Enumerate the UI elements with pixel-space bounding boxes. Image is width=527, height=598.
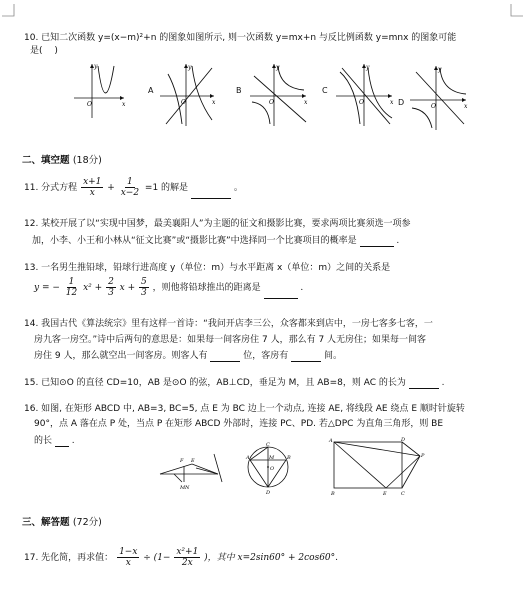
fig1-label-e: E [191, 458, 195, 464]
section-3-title: 三、解答题 [22, 517, 70, 528]
section-2-title: 二、填空题 [22, 155, 70, 166]
q11-rest: =1 的解是 [144, 183, 189, 193]
q13-end: . [300, 283, 304, 293]
q11-f2-numerator: 1 [127, 177, 133, 187]
q10-parabola-graph [72, 60, 128, 120]
q13-eq-lhs: y = − [34, 283, 60, 293]
q10-line1: 10. 已知二次函数 y=(x−m)²+n 的图象如图所示, 则一次函数 y=mx+n 与反比例函数 y=mnx 的图象可能 [24, 33, 457, 43]
svg-text:y: y [188, 64, 192, 71]
fig3-label-p: P [421, 453, 425, 459]
fig2-label-a: A [246, 455, 250, 461]
q17-f2-denominator: 2x [181, 558, 193, 568]
q17-prefix: 17. 先化简，再求值： [24, 553, 114, 563]
q16-figure-triangle [156, 446, 228, 492]
q17-line [24, 546, 338, 570]
q17-rest: )，其中 x=2sin60° + 2cos60°. [204, 553, 339, 563]
q13-f2-numerator: 2 [108, 277, 114, 287]
q13-fraction-3 [139, 277, 149, 298]
q17-div: ÷ (1− [143, 553, 171, 563]
q13-line1: 13. 一名男生推铅球，铅球行进高度 y（单位：m）与水平距离 x（单位：m）之间的关系是 [24, 263, 391, 273]
q15-answer-blank [409, 376, 439, 389]
q17-f1-numerator: 1−x [119, 547, 138, 557]
fig2-label-m: M [269, 455, 275, 461]
q13-f3-numerator: 5 [141, 277, 147, 287]
fig2-label-o: O [270, 466, 275, 472]
q11-prefix: 11. 分式方程 [24, 183, 78, 193]
fig3-label-e: E [383, 491, 387, 497]
q13-fraction-1 [64, 277, 79, 298]
svg-text:O: O [87, 101, 92, 108]
q15-end: . [441, 378, 445, 388]
q10-option-b-label: B [236, 86, 242, 95]
q10-option-a-graph [158, 62, 218, 128]
section-2-heading [22, 152, 102, 166]
svg-text:y: y [276, 64, 280, 71]
section-2-score: (18分) [72, 155, 102, 166]
q10-option-a-label: A [148, 86, 154, 95]
q11-f2-denominator: x−2 [120, 188, 140, 198]
q11-end: 。 [233, 183, 243, 193]
svg-text:x: x [122, 101, 126, 108]
svg-text:O: O [431, 103, 436, 110]
q12-end: . [396, 236, 400, 246]
page-corner-mark-left [2, 4, 16, 18]
svg-text:y: y [366, 64, 370, 71]
q13-term-2: x + [119, 283, 136, 293]
q10-line2: 是( ) [30, 46, 58, 56]
q11-line [24, 176, 243, 199]
q10-option-c-graph [334, 62, 396, 128]
fig1-label-f: F [180, 458, 184, 464]
q10-option-c-label: C [322, 86, 328, 95]
q16-figure-rectangle [328, 436, 430, 498]
fig3-label-b: B [331, 491, 335, 497]
q11-f1-numerator: x+1 [83, 177, 102, 187]
q11-fraction-2 [119, 177, 141, 198]
q13-f2-denominator: 3 [108, 288, 114, 298]
q12-line2-text: 加，小李、小王和小林从“征文比赛”或“摄影比赛”中选择同一个比赛项目的概率是 [32, 236, 357, 246]
section-3-heading [22, 514, 102, 528]
svg-text:x: x [390, 99, 394, 106]
q16-line2: 90°，点 A 落在点 P 处，当点 P 在矩形 ABCD 外部时，连接 PC、PD. 若△DPC 为直角三角形，则 BE [34, 419, 444, 429]
q13-term-1: x² + [83, 283, 103, 293]
svg-text:O: O [181, 99, 186, 106]
q16-answer-blank [55, 434, 69, 447]
q14-line1: 14. 我国古代《算法统宗》里有这样一首诗：“我问开店李三公，众客都来到店中，一房七客多七客，一 [24, 319, 433, 329]
q17-f2-numerator: x²+1 [176, 547, 199, 557]
q14-guests-blank [210, 349, 240, 362]
q16-line3-text: 的长 [34, 436, 53, 446]
q13-f3-denominator: 3 [141, 288, 147, 298]
fig2-label-c: C [266, 442, 270, 448]
q14-rooms-blank [291, 349, 321, 362]
q11-fraction-1 [81, 177, 103, 198]
svg-text:x: x [212, 99, 216, 106]
svg-text:y: y [438, 66, 442, 73]
fig3-label-d: D [401, 437, 406, 443]
q14-line3 [34, 349, 342, 362]
q13-fraction-2 [106, 277, 116, 298]
fig1-label-m: M [180, 485, 186, 491]
q11-f1-denominator: x [89, 188, 95, 198]
q13-f1-numerator: 1 [68, 277, 75, 287]
fig3-label-c: C [401, 491, 405, 497]
fig3-label-a: A [329, 438, 333, 444]
q14-line3-part-b: 位，客房有 [243, 351, 289, 361]
q14-line3-part-c: 间。 [323, 351, 342, 361]
q15-text: 15. 已知⊙O 的直径 CD=10，AB 是⊙O 的弦，AB⊥CD，垂足为 M，且 AB=8，则 AC 的长为 [24, 378, 406, 388]
q10-option-d-graph [408, 64, 470, 132]
q13-f1-denominator: 12 [65, 288, 78, 298]
section-3-score: (72分) [72, 517, 102, 528]
svg-text:y: y [94, 63, 98, 70]
q11-plus: + [107, 183, 115, 193]
svg-text:x: x [464, 103, 468, 110]
q15-line [24, 376, 445, 389]
q13-answer-blank [264, 276, 298, 299]
fig2-label-b: B [287, 455, 291, 461]
q12-line2 [32, 234, 399, 247]
q14-line3-part-a: 房住 9 人，那么就空出一间客房。则客人有 [34, 351, 208, 361]
q17-fraction-2 [174, 547, 200, 568]
q10-option-d-label: D [398, 98, 405, 107]
fig2-label-d: D [266, 490, 271, 496]
page-corner-mark-right [509, 4, 523, 18]
q14-line2: 房九客一房空。”诗中后两句的意思是：如果每一间客房住 7 人，那么有 7 人无房住；如果每一间客 [34, 335, 427, 345]
svg-text:x: x [304, 99, 308, 106]
q12-answer-blank [360, 234, 394, 247]
svg-text:O: O [359, 99, 364, 106]
q17-fraction-1 [117, 547, 139, 568]
q13-rest: ，则他将铅球推出的距离是 [152, 283, 261, 293]
q11-answer-blank [191, 176, 231, 199]
q13-equation [34, 276, 303, 299]
q12-line1: 12. 某校开展了以“实现中国梦，最美襄阳人”为主题的征文和摄影比赛，要求两项比赛须选一项参 [24, 219, 411, 229]
fig1-label-n: N [185, 485, 190, 491]
q16-end: . [71, 436, 75, 446]
q16-figure-circle [240, 440, 298, 496]
q17-f1-denominator: x [125, 558, 131, 568]
q10-option-b-graph [248, 62, 310, 128]
svg-text:O: O [269, 99, 274, 106]
q16-line3 [34, 434, 75, 447]
q16-line1: 16. 如图, 在矩形 ABCD 中, AB=3, BC=5, 点 E 为 BC 边上一个动点, 连接 AE, 将线段 AE 绕点 E 顺时针旋转 [24, 404, 465, 414]
